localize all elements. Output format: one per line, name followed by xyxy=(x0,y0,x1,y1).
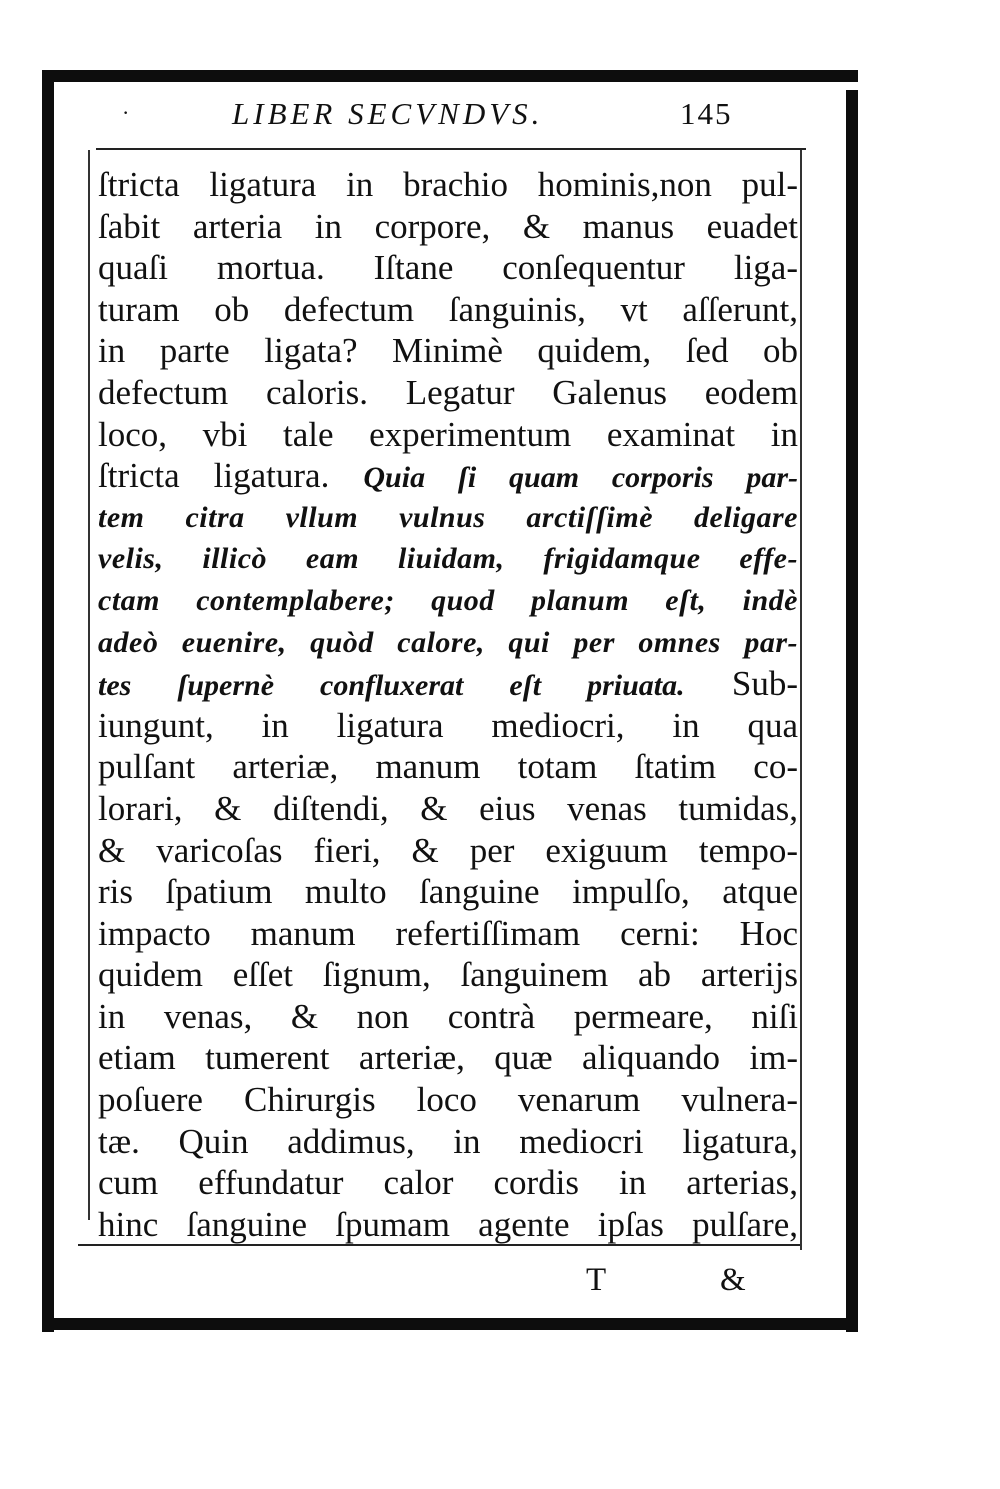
text-rule-top xyxy=(96,148,806,150)
frame-right-border xyxy=(846,90,858,1332)
italic-line: ctam contemplabere; quod planum eſt, indè xyxy=(98,583,798,617)
text-line: turam ob defectum ſanguinis, vt aſſerunt, xyxy=(98,289,798,329)
running-head xyxy=(100,96,800,140)
text-line: lorari, & diſtendi, & eius venas tumidas, xyxy=(98,788,798,828)
text-line: quidem eſſet ſignum, ſanguinem ab arterijs xyxy=(98,955,798,995)
text-line: etiam tumerent arteriæ, quæ aliquando im- xyxy=(98,1038,798,1078)
frame-top-border xyxy=(46,70,858,82)
italic-line: tem citra vllum vulnus arctiſſimè deligare xyxy=(98,500,798,534)
italic-quote-segment: Quia ſi quam corporis par- xyxy=(363,461,798,495)
text-line: in venas, & non contrà permeare, niſi xyxy=(98,996,798,1036)
text-rule-right xyxy=(800,150,802,1250)
text-rule-left xyxy=(88,150,90,1220)
text-line: quaſi mortua. Iſtane conſequentur liga- xyxy=(98,248,798,288)
text-line: iungunt, in ligatura mediocri, in qua xyxy=(98,705,798,745)
catchword: & xyxy=(720,1262,746,1298)
text-line: tæ. Quin addimus, in mediocri ligatura, xyxy=(98,1121,798,1161)
text-line: loco, vbi tale experimentum examinat in xyxy=(98,414,798,454)
signature-mark: T xyxy=(586,1262,607,1298)
italic-line: velis, illicò eam liuidam, frigidamque effe- xyxy=(98,542,798,576)
frame-bottom-border xyxy=(42,1318,858,1330)
running-head-mark: · xyxy=(122,100,130,125)
text-block xyxy=(98,164,798,1245)
text-line: ſtricta ligatura in brachio hominis,non pul- xyxy=(98,165,798,204)
text-line: hinc ſanguine ſpumam agente ipſas pulſare, xyxy=(98,1204,798,1244)
roman-segment: Sub- xyxy=(731,664,798,704)
page-number: 145 xyxy=(680,96,733,131)
text-line-mixed xyxy=(98,455,798,497)
text-line: impacto manum refertiſſimam cerni: Hoc xyxy=(98,913,798,953)
running-head-title: LIBER SECVNDVS. xyxy=(232,96,544,131)
text-line: in parte ligata? Minimè quidem, ſed ob xyxy=(98,331,798,371)
text-line: defectum caloris. Legatur Galenus eodem xyxy=(98,372,798,412)
text-line: pulſant arteriæ, manum totam ſtatim co- xyxy=(98,747,798,787)
catchword-row xyxy=(98,1262,798,1306)
italic-quote-segment: tes ſupernè confluxerat eſt priuata. xyxy=(98,669,685,703)
text-line: ris ſpatium multo ſanguine impulſo, atque xyxy=(98,872,798,912)
text-line-mixed xyxy=(98,663,798,705)
italic-line: adeò euenire, quòd calore, qui per omnes par- xyxy=(98,625,798,659)
text-line: & varicoſas fieri, & per exiguum tempo- xyxy=(98,830,798,870)
roman-segment: ſtricta ligatura. xyxy=(98,456,330,496)
frame-left-border xyxy=(42,70,54,1332)
text-line: poſuere Chirurgis loco venarum vulnera- xyxy=(98,1080,798,1120)
text-line: ſabit arteria in corpore, & manus euadet xyxy=(98,206,798,246)
text-line: cum effundatur calor cordis in arterias, xyxy=(98,1163,798,1203)
